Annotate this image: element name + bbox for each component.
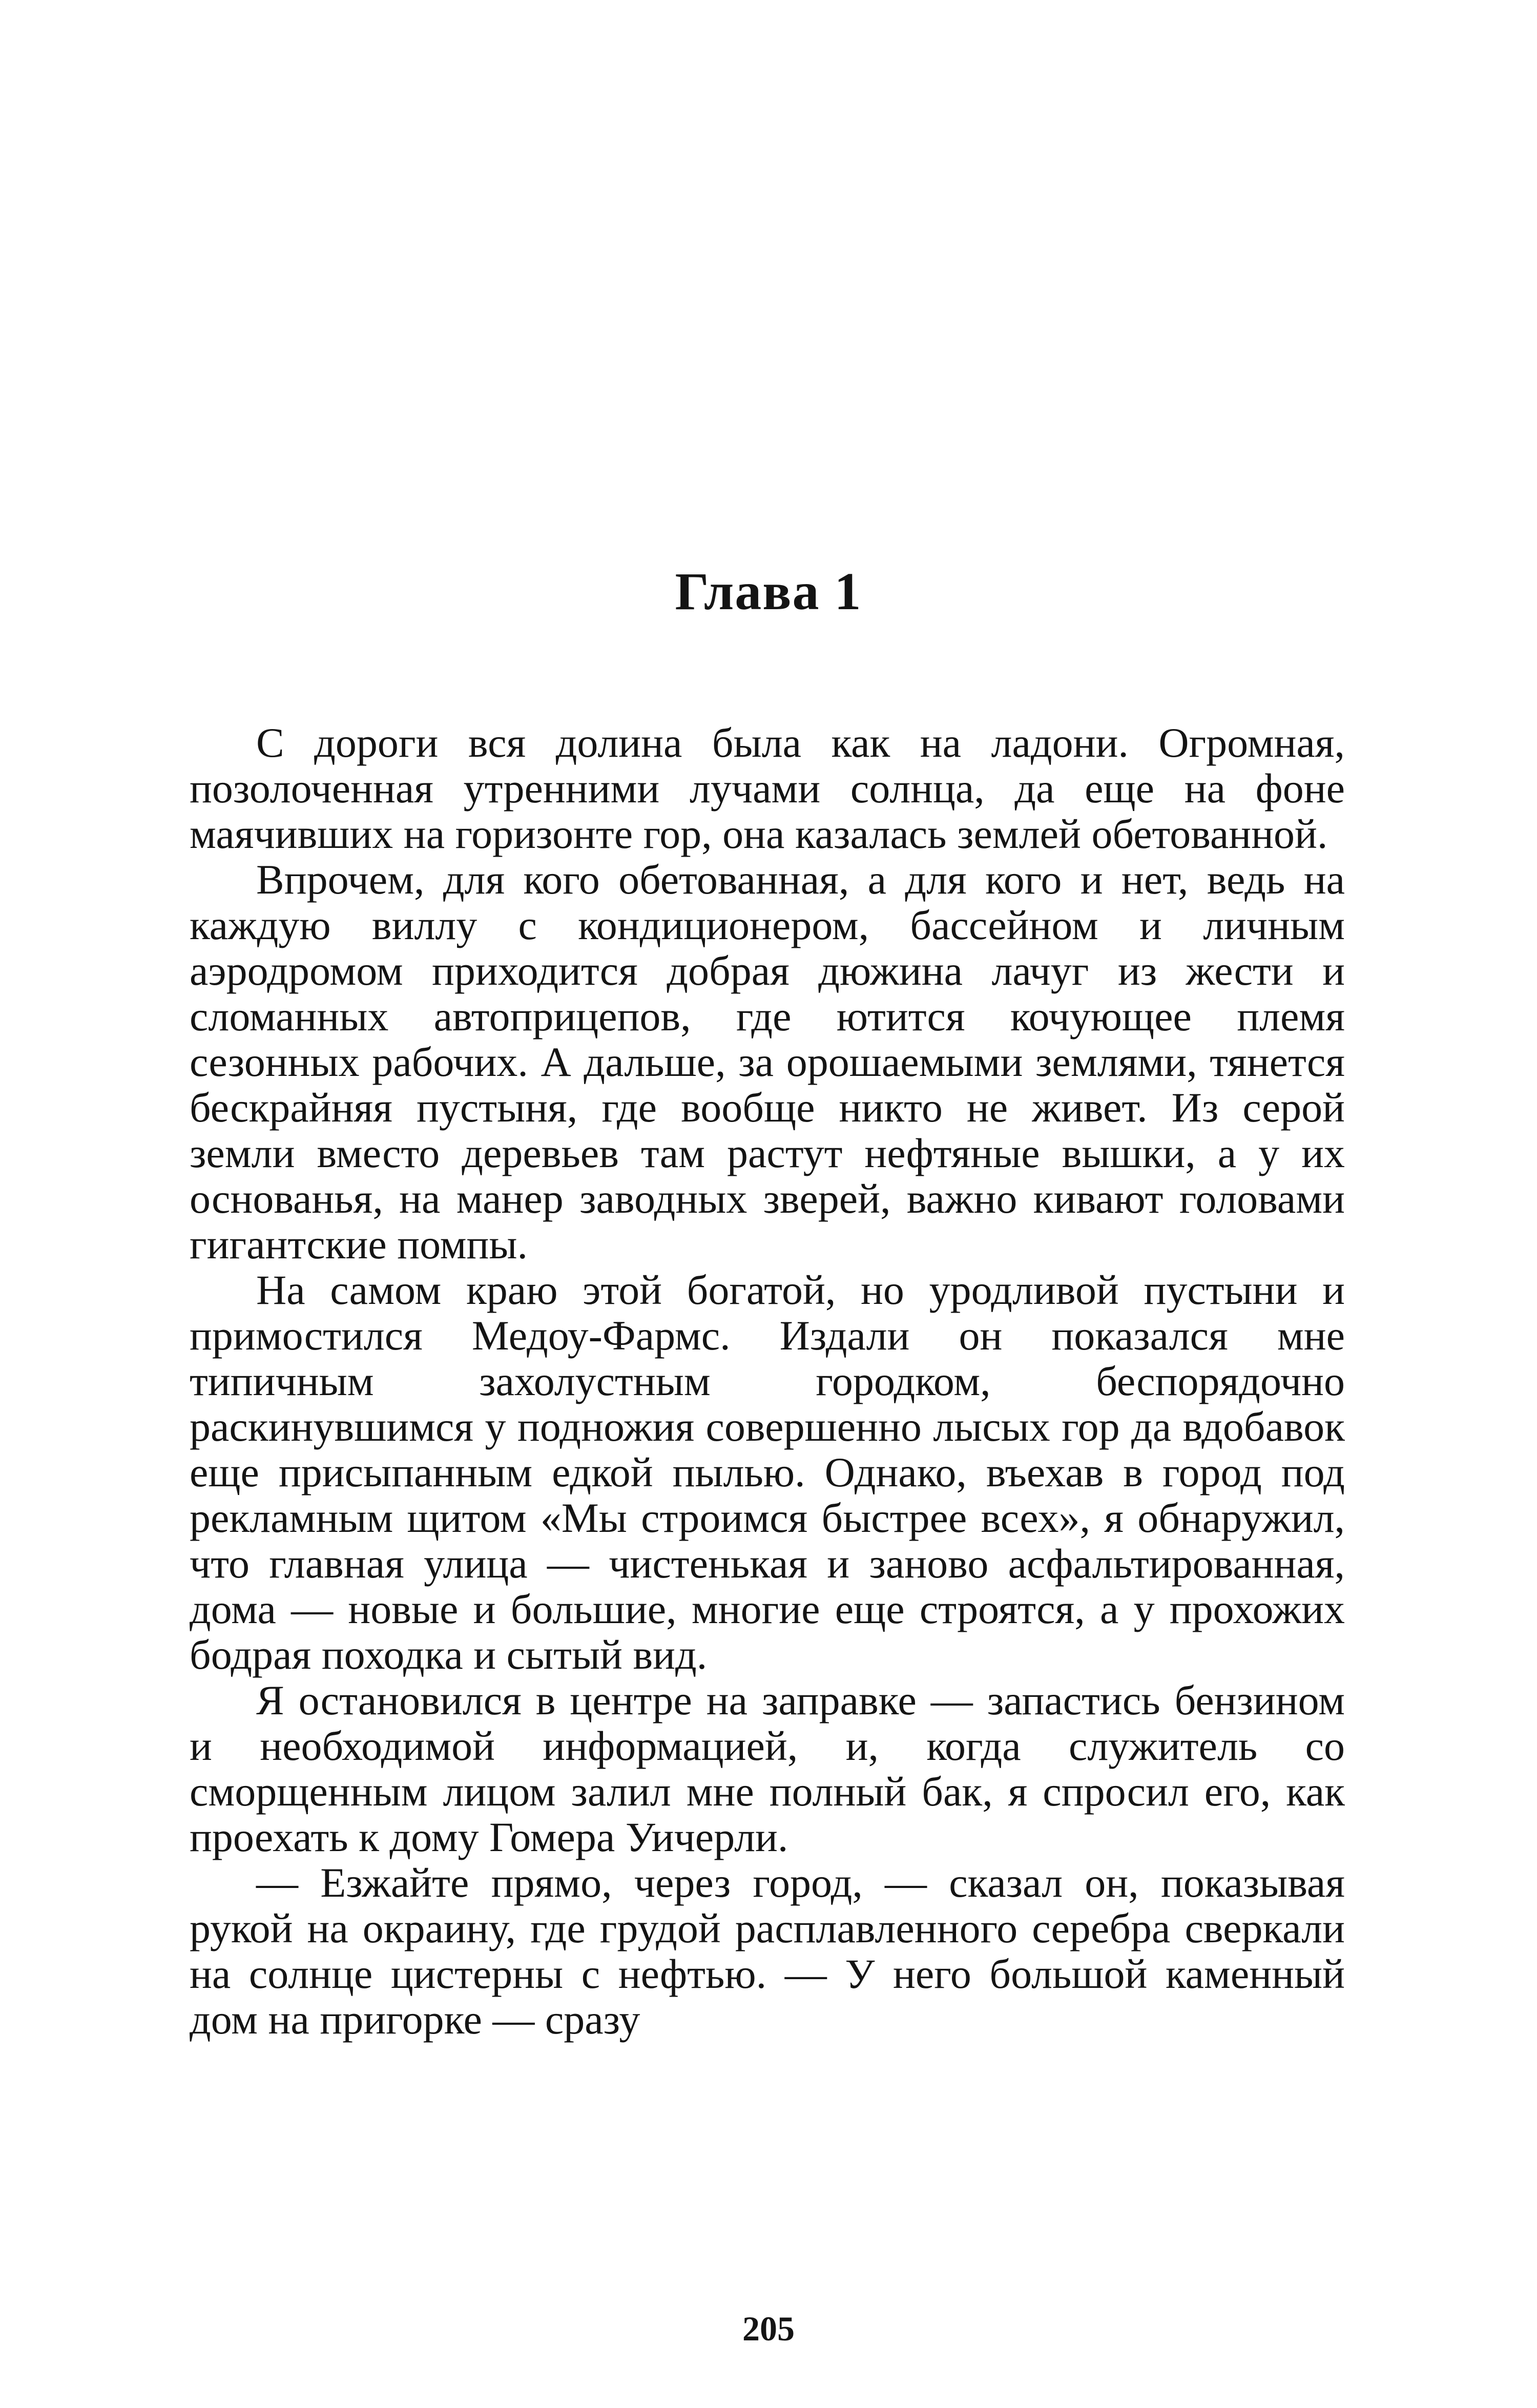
paragraph: С дороги вся долина была как на ладони. Огромная, позолоченная утренними лучами солнца, да еще на фоне маячивших на горизонте гор, она казалась землей обетованной. [190, 719, 1345, 857]
paragraph: Я остановился в центре на заправке — запастись бензином и необходимой информацией, и, когда служитель со сморщенным лицом залил мне полный бак, я спросил его, как проехать к дому Гомера Уичерли. [190, 1677, 1345, 1860]
chapter-title: Глава 1 [675, 562, 862, 621]
body-text [190, 720, 1345, 2042]
paragraph: — Езжайте прямо, через город, — сказал он, показывая рукой на окраину, где грудой расплавленного серебра сверкали на солнце цистерны с нефтью. — У него большой каменный дом на пригорке — сразу [190, 1859, 1345, 2043]
paragraph: Впрочем, для кого обетованная, а для кого и нет, ведь на каждую виллу с кондиционером, бассейном и личным аэродромом приходится добрая дюжина лачуг из жести и сломанных автоприцепов, где ютится кочующее племя сезонных рабочих. А дальше, за орошаемыми землями, тянется бескрайняя пустыня, где вообще никто не живет. Из серой земли вместо деревьев там растут нефтяные вышки, а у их основанья, на манер заводных зверей, важно кивают головами гигантские помпы. [190, 856, 1345, 1268]
paragraph: На самом краю этой богатой, но уродливой пустыни и примостился Медоу-Фармс. Издали он показался мне типичным захолустным городком, беспорядочно раскинувшимся у подножия совершенно лысых гор да вдобавок еще присыпанным едкой пылью. Однако, въехав в город под рекламным щитом «Мы строимся быстрее всех», я обнаружил, что главная улица — чистенькая и заново асфальтированная, дома — новые и большие, многие еще строятся, а у прохожих бодрая походка и сытый вид. [190, 1267, 1345, 1678]
page-number: 205 [742, 2309, 795, 2348]
